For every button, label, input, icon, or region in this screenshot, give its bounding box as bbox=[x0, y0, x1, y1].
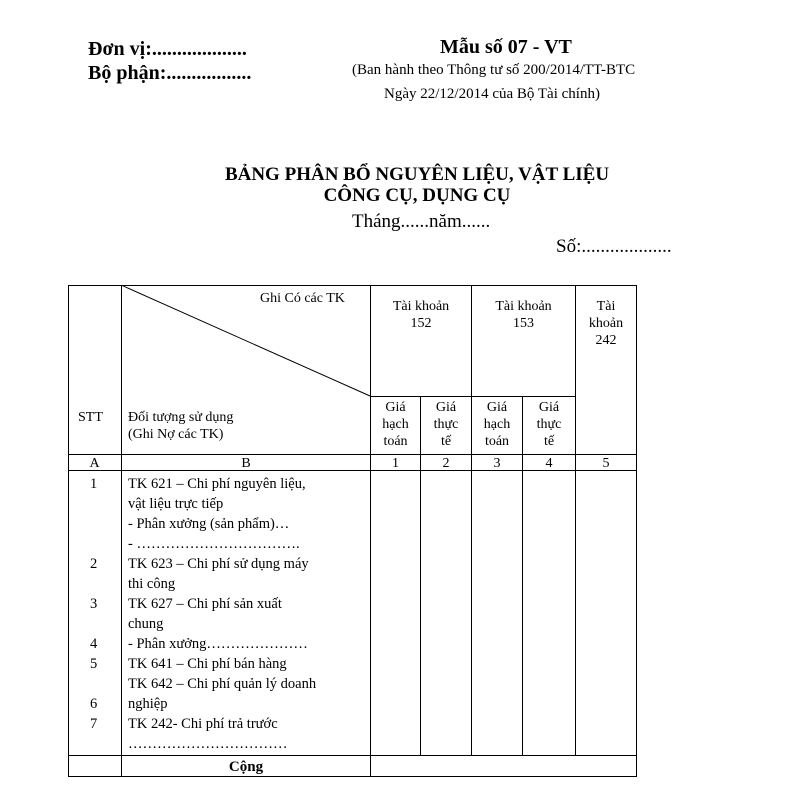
document-title-line1: BẢNG PHÂN BỔ NGUYÊN LIỆU, VẬT LIỆU bbox=[224, 164, 610, 185]
row-object-text: TK 642 – Chi phí quản lý doanh bbox=[128, 676, 317, 692]
row-object-text: thi công bbox=[128, 576, 176, 592]
total-label: Cộng bbox=[228, 759, 264, 775]
allocation-table bbox=[68, 285, 637, 777]
code-5: 5 bbox=[602, 456, 610, 471]
row-object-text: chung bbox=[128, 616, 164, 632]
col3-gia-hach-toan: Giá hạch toán bbox=[483, 400, 511, 449]
code-3: 3 bbox=[493, 456, 501, 471]
stt-header: STT bbox=[78, 410, 103, 425]
rule-col-4 bbox=[575, 285, 576, 756]
row-object-text: TK 621 – Chi phí nguyên liệu, bbox=[128, 476, 306, 492]
row-object-text: TK 627 – Chi phí sản xuất bbox=[128, 596, 282, 612]
debit-accounts-label-1: Đối tượng sử dụng bbox=[128, 410, 234, 425]
row-stt: 1 bbox=[90, 476, 98, 492]
row-stt: 2 bbox=[90, 556, 98, 572]
account-153-header: Tài khoản 153 bbox=[495, 299, 552, 331]
table-border-right bbox=[636, 285, 637, 777]
rule-col-2 bbox=[471, 285, 472, 756]
row-stt: 6 bbox=[90, 696, 98, 712]
rule-col-1 bbox=[420, 396, 421, 756]
row-object-text: nghiệp bbox=[128, 696, 168, 712]
code-1: 1 bbox=[392, 456, 399, 471]
code-4: 4 bbox=[545, 456, 553, 471]
row-object-text: vật liệu trực tiếp bbox=[128, 496, 224, 512]
period-field: Tháng......năm...... bbox=[352, 211, 491, 232]
issued-note-line1: (Ban hành theo Thông tư số 200/2014/TT-BTC bbox=[352, 62, 636, 78]
code-b: B bbox=[241, 456, 251, 471]
unit-field: Đơn vị:................... bbox=[88, 38, 247, 60]
col1-gia-hach-toan: Giá hạch toán bbox=[382, 400, 409, 449]
row-object-text: - Phân xưởng (sản phẩm)… bbox=[128, 516, 290, 532]
account-242-header: Tài khoản 242 bbox=[588, 299, 624, 348]
col4-gia-thuc-te: Giá thực tế bbox=[536, 400, 562, 449]
code-2: 2 bbox=[442, 456, 450, 471]
issued-note-line2: Ngày 22/12/2014 của Bộ Tài chính) bbox=[384, 86, 600, 102]
document-number-field: Số:................... bbox=[556, 236, 672, 257]
row-stt: 4 bbox=[90, 636, 98, 652]
form-number: Mẫu số 07 - VT bbox=[440, 36, 572, 58]
rule-total-top bbox=[68, 755, 637, 756]
document-title-line2: CÔNG CỤ, DỤNG CỤ bbox=[323, 185, 511, 206]
code-a: A bbox=[89, 456, 100, 471]
table-border-bottom bbox=[68, 776, 637, 777]
row-stt: 5 bbox=[90, 656, 98, 672]
row-object-text: TK 242- Chi phí trả trước bbox=[128, 716, 278, 732]
row-object-text: - ……………………………. bbox=[128, 536, 300, 552]
table-border-left bbox=[68, 285, 69, 777]
row-object-text: TK 641 – Chi phí bán hàng bbox=[128, 656, 287, 672]
department-field: Bộ phận:................. bbox=[88, 62, 252, 84]
col2-gia-thuc-te: Giá thực tế bbox=[433, 400, 459, 449]
row-object-text: …………………………… bbox=[128, 736, 288, 752]
account-152-header: Tài khoản 152 bbox=[392, 299, 450, 331]
row-object-text: - Phân xưởng………………… bbox=[128, 636, 308, 652]
debit-accounts-label-2: (Ghi Nợ các TK) bbox=[128, 427, 224, 442]
rule-sub-header bbox=[370, 396, 575, 397]
row-stt: 3 bbox=[90, 596, 98, 612]
credit-accounts-label: Ghi Có các TK bbox=[260, 291, 345, 306]
row-object-text: TK 623 – Chi phí sử dụng máy bbox=[128, 556, 309, 572]
rule-col-3 bbox=[522, 396, 523, 756]
row-stt: 7 bbox=[90, 716, 98, 732]
